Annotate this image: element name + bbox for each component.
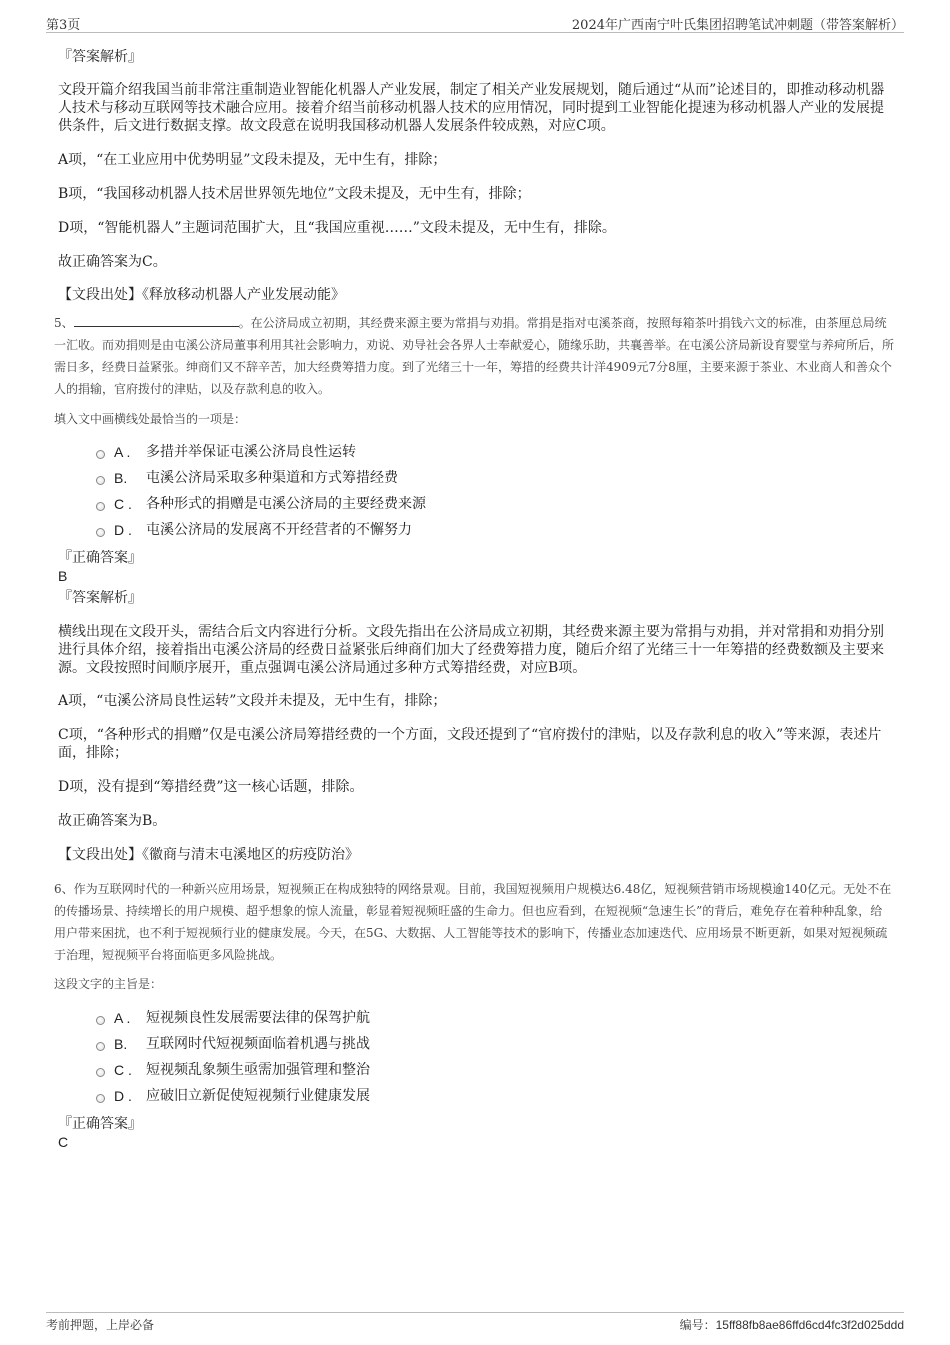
answer-tag: 『正确答案』 <box>58 550 142 566</box>
option-text: 各种形式的捐赠是屯溪公济局的主要经费来源 <box>146 496 426 512</box>
option-text: 短视频良性发展需要法律的保驾护航 <box>146 1010 370 1026</box>
radio-icon[interactable] <box>96 450 105 459</box>
answer-value: C <box>58 1134 69 1150</box>
code-label: 编号： <box>679 1318 716 1332</box>
answer-tag: 『正确答案』 <box>58 1116 142 1132</box>
radio-icon[interactable] <box>96 1068 105 1077</box>
source-citation: 【文段出处】《释放移动机器人产业发展动能》 <box>58 287 345 303</box>
analysis-tag: 『答案解析』 <box>58 49 142 65</box>
option-c[interactable] <box>96 494 426 514</box>
analysis-point-d: D项，没有提到“筹措经费”这一核心话题，排除。 <box>58 779 364 795</box>
option-a[interactable] <box>96 1008 370 1028</box>
analysis-text: 横线出现在文段开头，需结合后文内容进行分析。文段先指出在公济局成立初期，其经费来源主要为常捐与劝捐，并对常捐和劝捐分别进行具体介绍，接着指出屯溪公济局的经费日益紧张后绅商们加大了经费筹措力度，随后介绍了光绪三十一年筹措的经费数额及主要来源。文段按照时间顺序展开，重点强调屯溪公济局通过多种方式筹措经费，对应B项。 <box>58 624 884 676</box>
document-title: 2024年广西南宁叶氏集团招聘笔试冲刺题（带答案解析） <box>571 18 904 33</box>
option-letter: B. <box>114 1036 128 1052</box>
option-letter: C . <box>114 496 132 512</box>
option-text: 互联网时代短视频面临着机遇与挑战 <box>146 1036 370 1052</box>
answer-value: B <box>58 568 68 584</box>
conclusion: 故正确答案为B。 <box>58 813 167 829</box>
source-citation: 【文段出处】《徽商与清末屯溪地区的疠疫防治》 <box>58 847 359 863</box>
page-number: 第3页 <box>46 18 81 33</box>
analysis-point-b: B项，“我国移动机器人技术居世界领先地位”文段未提及，无中生有，排除； <box>58 186 531 202</box>
radio-icon[interactable] <box>96 528 105 537</box>
option-d[interactable] <box>96 520 412 540</box>
option-a[interactable] <box>96 442 356 462</box>
analysis-text: 文段开篇介绍我国当前非常注重制造业智能化机器人产业发展，制定了相关产业发展规划，随后通过“从而”论述目的，即推动移动机器人技术与移动互联网等技术融合应用。接着介绍当前移动机器人技术的应用情况，同时提到工业智能化提速为移动机器人产业的发展提供条件，后文进行数据支撑。故文段意在说明我国移动机器人发展条件较成熟，对应C项。 <box>58 82 885 134</box>
question-6-prompt: 这段文字的主旨是： <box>54 977 163 991</box>
option-letter: D . <box>114 1088 132 1104</box>
option-letter: D . <box>114 522 132 538</box>
option-text: 多措并举保证屯溪公济局良性运转 <box>146 444 356 460</box>
option-letter: C . <box>114 1062 132 1078</box>
question-body: 。在公济局成立初期，其经费来源主要为常捐与劝捐。常捐是指对屯溪茶商，按照每箱茶叶捐钱六文的标准，由茶厘总局统一汇收。而劝捐则是由屯溪公济局董事利用其社会影响力，劝说、劝导社会各界人士奉献爱心，随缘乐助，共襄善举。在屯溪公济局新设育婴堂与养疴所后，所需日多，经费日益紧张。绅商们又不辞辛苦，加大经费筹措力度。到了光绪三十一年，筹措的经费共计洋4909元7分8厘，主要来源于茶业、木业商人和善众个人的捐输，官府拨付的津贴，以及存款利息的收入。 <box>54 316 895 396</box>
page-footer <box>46 1312 904 1336</box>
conclusion: 故正确答案为C。 <box>58 254 167 270</box>
question-5-text <box>54 312 894 400</box>
radio-icon[interactable] <box>96 1094 105 1103</box>
option-letter: A . <box>114 444 131 460</box>
document-code <box>680 1316 904 1333</box>
radio-icon[interactable] <box>96 1016 105 1025</box>
option-c[interactable] <box>96 1060 370 1080</box>
radio-icon[interactable] <box>96 502 105 511</box>
analysis-point-a: A项，“屯溪公济局良性运转”文段并未提及，无中生有，排除； <box>58 693 447 709</box>
analysis-point-d: D项，“智能机器人”主题词范围扩大，且“我国应重视……”文段未提及，无中生有，排除。 <box>58 220 616 236</box>
option-text: 短视频乱象频生亟需加强管理和整治 <box>146 1062 370 1078</box>
page-header <box>46 14 904 33</box>
radio-icon[interactable] <box>96 1042 105 1051</box>
footer-slogan: 考前押题，上岸必备 <box>46 1318 155 1332</box>
option-letter: A . <box>114 1010 131 1026</box>
fill-blank <box>74 314 239 327</box>
option-b[interactable] <box>96 1034 370 1054</box>
radio-icon[interactable] <box>96 476 105 485</box>
option-b[interactable] <box>96 468 398 488</box>
analysis-tag: 『答案解析』 <box>58 590 142 606</box>
option-text: 屯溪公济局的发展离不开经营者的不懈努力 <box>146 522 412 538</box>
option-text: 应破旧立新促使短视频行业健康发展 <box>146 1088 370 1104</box>
option-letter: B. <box>114 470 128 486</box>
analysis-point-a: A项，“在工业应用中优势明显”文段未提及，无中生有，排除； <box>58 152 447 168</box>
option-text: 屯溪公济局采取多种渠道和方式筹措经费 <box>146 470 398 486</box>
code-value: 15ff88fb8ae86ffd6cd4fc3f2d025ddd <box>715 1318 904 1332</box>
question-6-text: 6、作为互联网时代的一种新兴应用场景，短视频正在构成独特的网络景观。目前，我国短视频用户规模达6.48亿，短视频营销市场规模逾140亿元。无处不在的传播场景、持续增长的用户规模、超乎想象的惊人流量，彰显着短视频旺盛的生命力。但也应看到，在短视频“急速生长”的背后，难免存在着种种乱象，给用户带来困扰，也不利于短视频行业的健康发展。今天，在5G、大数据、人工智能等技术的影响下，传播业态加速迭代、应用场景不断更新，如果对短视频疏于治理，短视频平台将面临更多风险挑战。 <box>54 882 892 962</box>
question-number: 5、 <box>54 316 74 330</box>
question-5-prompt: 填入文中画横线处最恰当的一项是： <box>54 412 247 426</box>
analysis-point-c: C项，“各种形式的捐赠”仅是屯溪公济局筹措经费的一个方面，文段还提到了“官府拨付的津贴，以及存款利息的收入”等来源，表述片面，排除； <box>58 727 882 761</box>
option-d[interactable] <box>96 1086 370 1106</box>
